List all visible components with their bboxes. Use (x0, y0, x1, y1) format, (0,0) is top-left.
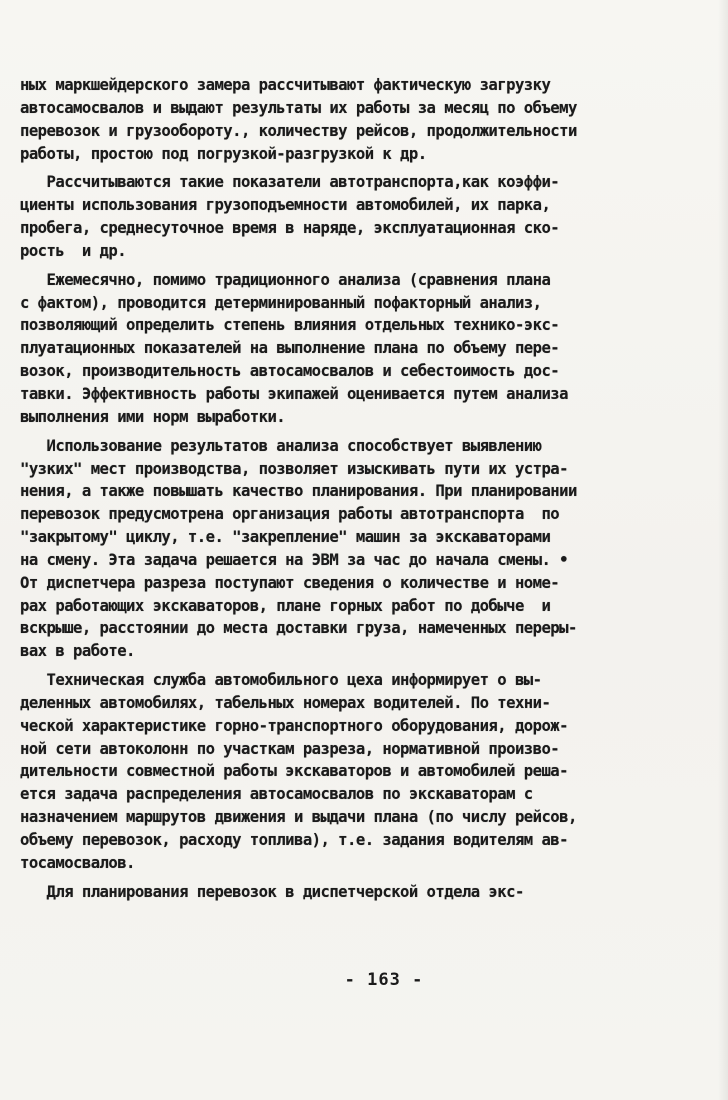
text-line: циенты использования грузоподъемности автомобилей, их парка, (20, 196, 551, 215)
text-line: рах работающих экскаваторов, плане горных работ по добыче и (20, 596, 551, 615)
text-line: возок, производительность автосамосвалов и себестоимость дос- (20, 362, 560, 381)
page-number: - 163 - (344, 970, 424, 990)
text-line: ется задача распределения автосамосвалов по экскаваторам с (20, 785, 533, 804)
text-line: Использование результатов анализа способствует выявлению (20, 436, 542, 455)
text-line: "закрытому" циклу, т.е. "закрепление" машин за экскаваторами (20, 528, 551, 547)
text-line: ной сети автоколонн по участкам разреза, нормативной произво- (20, 739, 560, 758)
text-line: Ежемесячно, помимо традиционного анализа (сравнения плана (20, 270, 551, 289)
text-line: ных маркшейдерского замера рассчитывают фактическую загрузку (20, 76, 551, 94)
text-line: выполнения ими норм выработки. (20, 407, 286, 426)
text-line: работы, простою под погрузкой-разгрузкой к др. (20, 144, 427, 163)
text-line: рость и др. (20, 241, 127, 260)
paragraph (20, 171, 710, 262)
text-line: объему перевозок, расходу топлива), т.е. задания водителям ав- (20, 831, 568, 849)
paragraph (20, 269, 710, 429)
text-line: автосамосвалов и выдают результаты их работы за месяц по объему (20, 98, 577, 117)
text-line: Для планирования перевозок в диспетчерской отдела экс- (20, 882, 524, 901)
text-line: вах в работе. (20, 642, 135, 661)
text-line: Техническая служба автомобильного цеха информирует о вы- (20, 671, 542, 690)
text-line: плуатационных показателей на выполнение плана по объему пере- (20, 339, 560, 358)
text-line: тосамосвалов. (20, 853, 135, 872)
text-line: на смену. Эта задача решается на ЭВМ за час до начала смены. • (20, 550, 568, 569)
text-line: Рассчитываются такие показатели автотранспорта,как коэффи- (20, 173, 560, 192)
text-line: деленных автомобилях, табельных номерах водителей. По техни- (20, 693, 551, 712)
text-line: "узких" мест производства, позволяет изыскивать пути их устра- (20, 459, 568, 478)
paragraph (20, 669, 710, 875)
text-line: перевозок предусмотрена организация работы автотранспорта по (20, 505, 560, 524)
paragraph (20, 435, 710, 663)
text-line: тавки. Эффективность работы экипажей оценивается путем анализа (20, 384, 568, 403)
text-line: ческой характеристике горно-транспортного оборудования, дорож- (20, 716, 568, 735)
text-line: назначением маршрутов движения и выдачи плана (по числу рейсов, (20, 808, 577, 827)
text-line: с фактом), проводится детерминированный пофакторный анализ, (20, 293, 542, 312)
text-line: дительности совместной работы экскаваторов и автомобилей реша- (20, 762, 568, 781)
body-text (20, 74, 710, 904)
text-line: вскрыше, расстоянии до места доставки груза, намеченных переры- (20, 619, 577, 638)
text-line: перевозок и грузообороту., количеству рейсов, продолжительности (20, 121, 577, 140)
page-edge-shadow (718, 0, 728, 1100)
text-line: позволяющий определить степень влияния отдельных технико-экс- (20, 316, 560, 335)
text-line: От диспетчера разреза поступают сведения о количестве и номе- (20, 573, 560, 592)
paragraph (20, 881, 710, 904)
paragraph (20, 74, 710, 165)
text-line: нения, а также повышать качество планирования. При планировании (20, 482, 577, 501)
text-line: пробега, среднесуточное время в наряде, эксплуатационная ско- (20, 219, 560, 238)
